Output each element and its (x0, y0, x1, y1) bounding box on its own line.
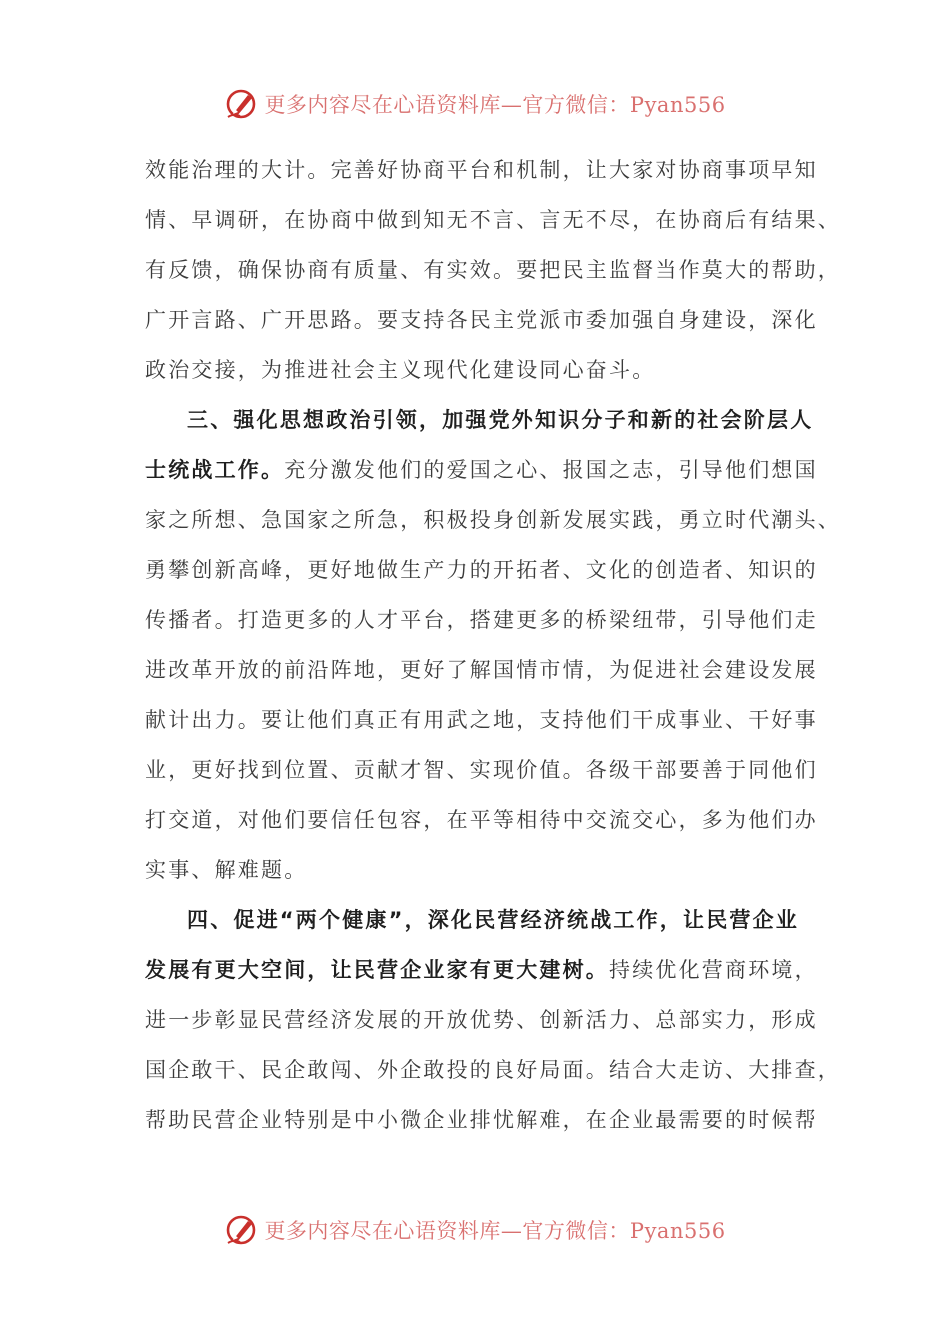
text-line (145, 895, 810, 945)
paragraph-text: 实事、解难题。 (145, 858, 308, 882)
paragraph-text: 传播者。打造更多的人才平台，搭建更多的桥梁纽带，引导他们走 (145, 608, 818, 632)
text-line (145, 745, 818, 795)
paragraph-text: 业，更好找到位置、贡献才智、实现价值。各级干部要善于同他们 (145, 758, 818, 782)
text-line (145, 845, 810, 895)
text-line (145, 395, 814, 445)
text-line (145, 445, 818, 495)
text-line (145, 1045, 841, 1095)
paragraph-text: 效能治理的大计。完善好协商平台和机制，让大家对协商事项早知 (145, 158, 818, 182)
text-line (145, 245, 841, 295)
paragraph-text: 充分激发他们的爱国之心、报国之志，引导他们想国 (284, 458, 818, 482)
paragraph-text: 政治交接，为推进社会主义现代化建设同心奋斗。 (145, 358, 656, 382)
text-line (145, 345, 810, 395)
banner-text: 更多内容尽在心语资料库—官方微信：Pyan556 (264, 93, 726, 117)
text-line (145, 495, 841, 545)
text-line (145, 795, 818, 845)
text-line (145, 995, 818, 1045)
paragraph-text: 家之所想、急国家之所急，积极投身创新发展实践，勇立时代潮头、 (145, 508, 841, 532)
header-banner (0, 84, 950, 124)
paragraph-text: 进一步彰显民营经济发展的开放优势、创新活力、总部实力，形成 (145, 1008, 818, 1032)
text-line (145, 145, 818, 195)
pen-logo-icon (224, 87, 258, 121)
text-line (145, 695, 818, 745)
text-line (145, 1095, 818, 1145)
pen-logo-icon (224, 1213, 258, 1247)
paragraph-text: 有反馈，确保协商有质量、有实效。要把民主监督当作莫大的帮助， (145, 258, 841, 282)
bold-heading-text: 四、促进“两个健康”，深化民营经济统战工作，让民营企业 (187, 908, 800, 932)
paragraph-text: 情、早调研，在协商中做到知无不言、言无不尽，在协商后有结果、 (145, 208, 841, 232)
paragraph-text: 国企敢干、民企敢闯、外企敢投的良好局面。结合大走访、大排查， (145, 1058, 841, 1082)
text-line (145, 595, 818, 645)
text-line (145, 545, 818, 595)
text-line (145, 645, 818, 695)
bold-heading-text: 三、强化思想政治引领，加强党外知识分子和新的社会阶层人 (187, 408, 814, 432)
text-line (145, 295, 818, 345)
paragraph-text: 勇攀创新高峰，更好地做生产力的开拓者、文化的创造者、知识的 (145, 558, 818, 582)
paragraph-text: 持续优化营商环境， (609, 958, 818, 982)
paragraph-text: 广开言路、广开思路。要支持各民主党派市委加强自身建设，深化 (145, 308, 818, 332)
bold-heading-text: 士统战工作。 (145, 458, 285, 482)
text-line (145, 945, 818, 995)
footer-banner (0, 1210, 950, 1250)
body-text (145, 145, 841, 1145)
bold-heading-text: 发展有更大空间，让民营企业家有更大建树。 (145, 958, 609, 982)
paragraph-text: 帮助民营企业特别是中小微企业排忧解难，在企业最需要的时候帮 (145, 1108, 818, 1132)
paragraph-text: 打交道，对他们要信任包容，在平等相待中交流交心，多为他们办 (145, 808, 818, 832)
text-line (145, 195, 841, 245)
banner-text: 更多内容尽在心语资料库—官方微信：Pyan556 (264, 1219, 726, 1243)
paragraph-text: 献计出力。要让他们真正有用武之地，支持他们干成事业、干好事 (145, 708, 818, 732)
paragraph-text: 进改革开放的前沿阵地，更好了解国情市情，为促进社会建设发展 (145, 658, 818, 682)
